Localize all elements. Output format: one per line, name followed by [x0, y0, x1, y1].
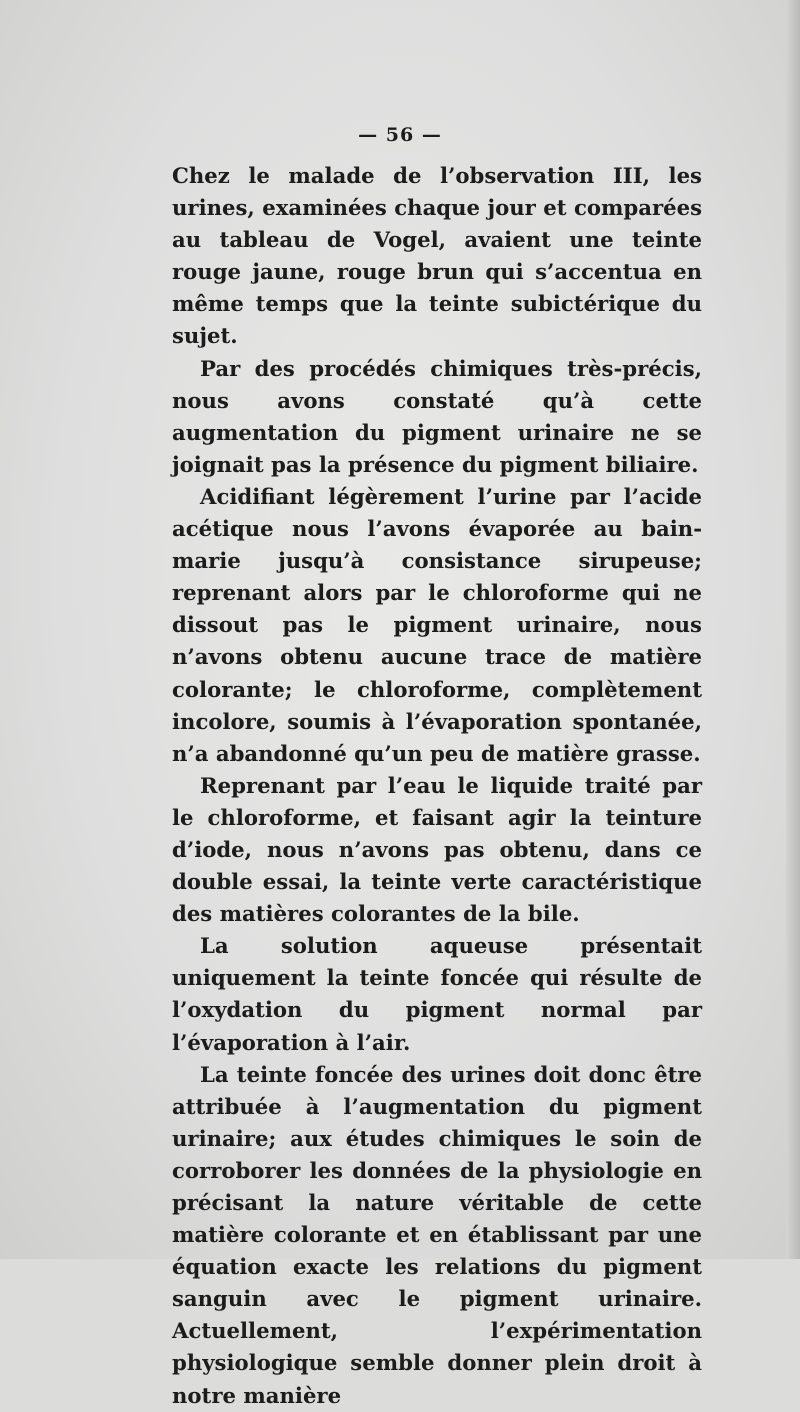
paragraph-5: La solution aqueuse présentait uniquement la teinte foncée qui résulte de l’oxydation du pigment normal par l’évaporation à l’air. — [172, 933, 702, 1055]
paragraph-4: Reprenant par l’eau le liquide traité par le chloroforme, et faisant agir la teinture d’iode, nous n’avons pas obtenu, dans ce double essai, la teinte verte caractéristique des matières colorantes de la bile. — [172, 772, 702, 927]
page-edge — [786, 0, 800, 1259]
body-text — [172, 160, 702, 1412]
paragraph-2: Par des procédés chimiques très-précis, nous avons constaté qu’à cette augmentation du pigment urinaire ne se joignait pas la présence du pigment biliaire. — [172, 355, 702, 477]
paragraph-6: La teinte foncée des urines doit donc être attribuée à l’augmentation du pigment urinaire; aux études chimiques le soin de corroborer les données de la physiologie en précisant la nature véritable de cette matière colorante et en établissant par une équation exacte les relations du pigment sanguin avec le pigment urinaire. Actuellement, l’expérimentation physiologique semble donner plein droit à notre manière — [172, 1061, 702, 1408]
paragraph-3: Acidifiant légèrement l’urine par l’acide acétique nous l’avons évaporée au bain-marie jusqu’à consistance sirupeuse; reprenant alors par le chloroforme qui ne dissout pas le pigment urinaire, nous n’avons obtenu aucune trace de matière colorante; le chloroforme, complètement incolore, soumis à l’évaporation spontanée, n’a abandonné qu’un peu de matière grasse. — [172, 483, 702, 766]
page-number: — 56 — — [358, 124, 442, 146]
paragraph-1: Chez le malade de l’observation III, les urines, examinées chaque jour et comparées au tableau de Vogel, avaient une teinte rouge jaune, rouge brun qui s’accentua en même temps que la teinte subictérique du sujet. — [172, 163, 702, 349]
